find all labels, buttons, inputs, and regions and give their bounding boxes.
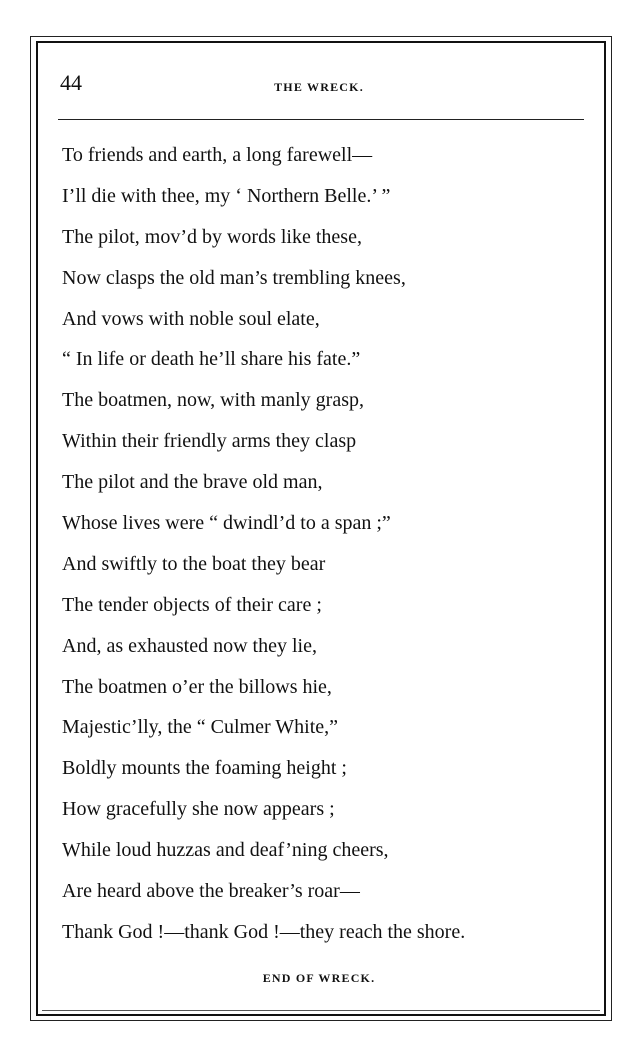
poem-line: Boldly mounts the foaming height ;: [62, 757, 347, 780]
poem-line: Within their friendly arms they clasp: [62, 430, 357, 453]
poem-body: [62, 140, 465, 958]
poem-line: The tender objects of their care ;: [62, 593, 322, 616]
poem-line: The boatmen o’er the billows hie,: [62, 675, 332, 698]
page-number: 44: [60, 70, 82, 95]
bottom-rule: [42, 1010, 600, 1011]
poem-line: Thank God !—thank God !—they reach the shore.: [62, 920, 466, 943]
poem-line: The boatmen, now, with manly grasp,: [62, 389, 364, 412]
header-rule: [58, 119, 584, 120]
poem-line: Now clasps the old man’s trembling knees,: [62, 266, 406, 289]
poem-line: Are heard above the breaker’s roar—: [62, 880, 360, 903]
running-title: THE WRECK.: [274, 80, 364, 94]
poem-line: While loud huzzas and deaf’ning cheers,: [62, 839, 389, 862]
poem-line: How gracefully she now appears ;: [62, 798, 335, 821]
poem-line: Whose lives were “ dwindl’d to a span ;”: [62, 512, 391, 535]
poem-line: To friends and earth, a long farewell—: [62, 144, 373, 166]
poem-line: And, as exhausted now they lie,: [62, 634, 317, 657]
poem-line: And swiftly to the boat they bear: [62, 552, 326, 575]
poem-line: “ In life or death he’ll share his fate.”: [62, 348, 361, 371]
poem-line: The pilot and the brave old man,: [62, 471, 323, 494]
poem-line: I’ll die with thee, my ‘ Northern Belle.’ ”: [62, 184, 391, 207]
end-of-section-mark: END OF WRECK.: [262, 971, 376, 985]
poem-line: And vows with noble soul elate,: [62, 307, 320, 330]
poem-line: The pilot, mov’d by words like these,: [62, 225, 362, 248]
poem-line: Majestic’lly, the “ Culmer White,”: [62, 716, 339, 739]
